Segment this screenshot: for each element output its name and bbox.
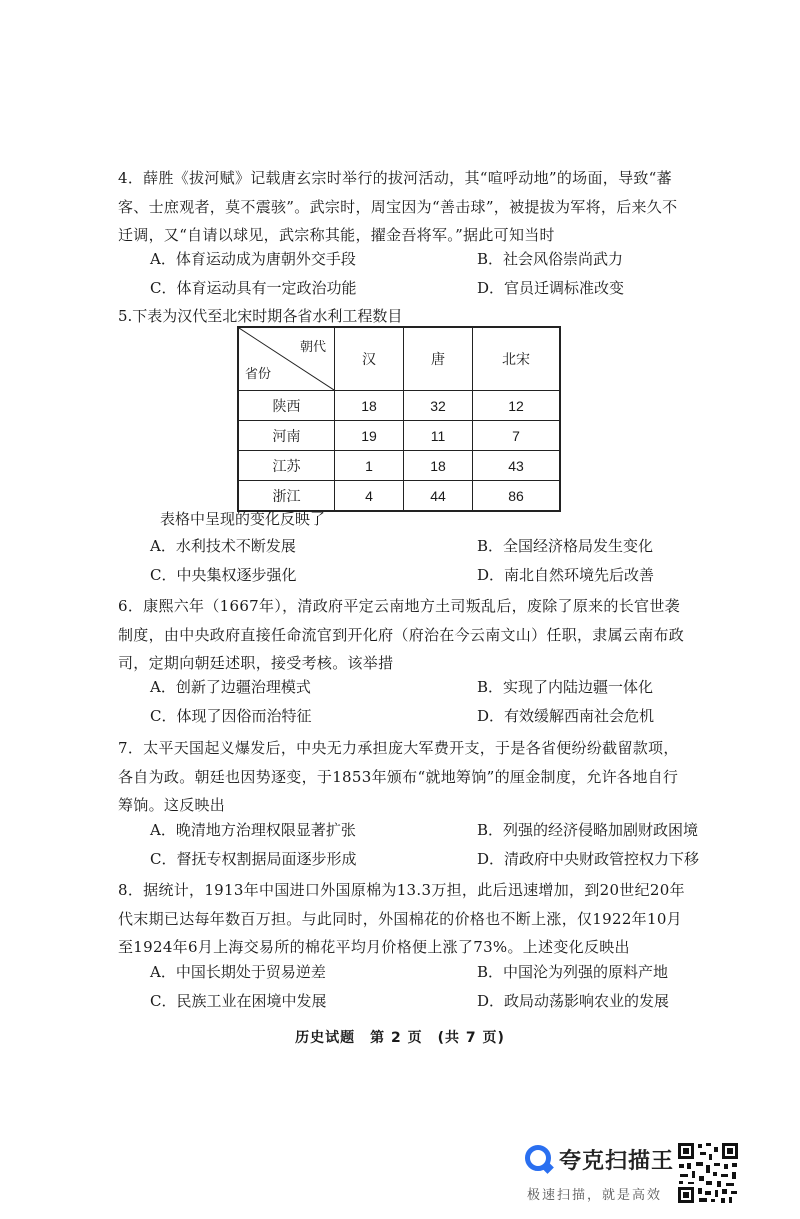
- q8-option-c: C．民族工业在困境中发展: [150, 992, 327, 1010]
- water-projects-table: [237, 326, 561, 512]
- table-cell: 86: [473, 481, 561, 512]
- table-cell: 18: [404, 451, 473, 481]
- corner-dynasty-label: 朝代: [299, 340, 326, 355]
- q4-option-b: B．社会风俗崇尚武力: [477, 250, 624, 268]
- q5-option-c: C．中央集权逐步强化: [150, 566, 297, 584]
- row-header: 河南: [238, 421, 335, 451]
- q6-option-b: B．实现了内陆边疆一体化: [477, 678, 654, 696]
- table-cell: 19: [335, 421, 404, 451]
- q4-option-c: C．体育运动具有一定政治功能: [150, 279, 357, 297]
- page-footer: 历史试题 第 2 页 (共 7 页): [295, 1030, 505, 1046]
- q7-option-b: B．列强的经济侵略加剧财政困境: [477, 821, 699, 839]
- table-cell: 4: [335, 481, 404, 512]
- watermark-app-name: 夸克扫描王: [559, 1149, 675, 1174]
- table-row: [238, 481, 560, 512]
- q5-option-a: A．水利技术不断发展: [150, 537, 296, 555]
- q7-option-d: D．清政府中央财政管控权力下移: [477, 850, 700, 868]
- table-cell: 7: [473, 421, 561, 451]
- table-cell: 1: [335, 451, 404, 481]
- q5-question: 表格中呈现的变化反映了: [160, 510, 326, 528]
- column-header: 汉: [335, 327, 404, 391]
- table-cell: 12: [473, 391, 561, 421]
- q7-stem: 7．太平天国起义爆发后，中央无力承担庞大军费开支，于是各省便纷纷截留款项，各自为政。朝廷也因势逐变，于1853年颁布“就地筹饷”的厘金制度，允许各地自行筹饷。这反映出: [118, 739, 679, 814]
- q8-stem: 8．据统计，1913年中国进口外国原棉为13.3万担，此后迅速增加，到20世纪20年代末期已达每年数百万担。与此同时，外国棉花的价格也不断上涨，仅1922年10月至1924年6月上海交易所的棉花平均月价格便上涨了73%。上述变化反映出: [118, 881, 685, 956]
- row-header: 浙江: [238, 481, 335, 512]
- table-cell: 18: [335, 391, 404, 421]
- q8-option-d: D．政局动荡影响农业的发展: [477, 992, 670, 1010]
- row-header: 江苏: [238, 451, 335, 481]
- table-cell: 11: [404, 421, 473, 451]
- column-header: 唐: [404, 327, 473, 391]
- q5-option-d: D．南北自然环境先后改善: [477, 566, 655, 584]
- q5-option-b: B．全国经济格局发生变化: [477, 537, 654, 555]
- q7-option-a: A．晚清地方治理权限显著扩张: [150, 821, 356, 839]
- q7-option-c: C．督抚专权割据局面逐步形成: [150, 850, 357, 868]
- table-cell: 43: [473, 451, 561, 481]
- q6-option-d: D．有效缓解西南社会危机: [477, 707, 655, 725]
- q4-stem: 4．薛胜《拔河赋》记载唐玄宗时举行的拔河活动，其“喧呼动地”的场面，导致“蕃客、士庶观者，莫不震骇”。武宗时，周宝因为“善击球”，被提拔为军将，后来久不迁调，又“自请以球见，武宗称其能，擢金吾将军。”据此可知当时: [118, 169, 678, 244]
- q4-option-d: D．官员迁调标准改变: [477, 279, 625, 297]
- table-cell: 32: [404, 391, 473, 421]
- table-row: [238, 391, 560, 421]
- watermark-tagline: 极速扫描，就是高效: [527, 1188, 663, 1203]
- corner-province-label: 省份: [245, 367, 272, 382]
- table-row: [238, 451, 560, 481]
- row-header: 陕西: [238, 391, 335, 421]
- q8-option-b: B．中国沦为列强的原料产地: [477, 963, 669, 981]
- q5-stem: 5.下表为汉代至北宋时期各省水利工程数目: [118, 307, 403, 325]
- quark-logo-icon: [525, 1145, 551, 1171]
- table-cell: 44: [404, 481, 473, 512]
- q4-option-a: A．体育运动成为唐朝外交手段: [150, 250, 356, 268]
- table-row: [238, 421, 560, 451]
- table-corner-header: [238, 327, 335, 391]
- q6-option-a: A．创新了边疆治理模式: [150, 678, 311, 696]
- q6-option-c: C．体现了因俗而治特征: [150, 707, 312, 725]
- q6-stem: 6．康熙六年（1667年），清政府平定云南地方土司叛乱后，废除了原来的长官世袭制度，由中央政府直接任命流官到开化府（府治在今云南文山）任职，隶属云南布政司，定期向朝廷述职，接受考核。该举措: [118, 597, 685, 672]
- q8-option-a: A．中国长期处于贸易逆差: [150, 963, 326, 981]
- qr-code-icon: [676, 1141, 740, 1205]
- column-header: 北宋: [473, 327, 561, 391]
